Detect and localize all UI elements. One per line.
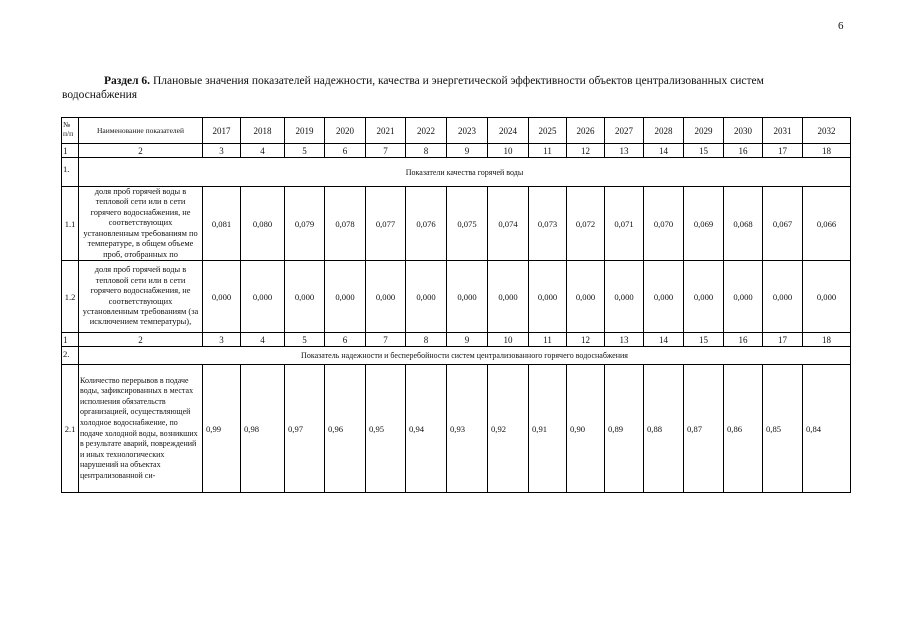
value-cell: 0,97: [285, 365, 325, 493]
index-cell: 14: [644, 333, 684, 347]
section-num: 1.: [62, 158, 79, 187]
value-cell: 0,000: [325, 261, 366, 333]
index-cell: 18: [803, 144, 851, 158]
value-cell: 0,000: [366, 261, 406, 333]
index-cell: 16: [724, 333, 763, 347]
value-cell: 0,000: [644, 261, 684, 333]
header-year: 2020: [325, 118, 366, 144]
value-cell: 0,079: [285, 187, 325, 261]
value-cell: 0,85: [763, 365, 803, 493]
table-row: [62, 261, 851, 333]
value-cell: 0,98: [241, 365, 285, 493]
value-cell: 0,066: [803, 187, 851, 261]
value-cell: 0,000: [567, 261, 605, 333]
row-num: 1.2: [62, 261, 79, 333]
index-cell: 4: [241, 144, 285, 158]
value-cell: 0,070: [644, 187, 684, 261]
value-cell: 0,86: [724, 365, 763, 493]
index-cell: 1: [62, 144, 79, 158]
value-cell: 0,069: [684, 187, 724, 261]
row-description: доля проб горячей воды в тепловой сети или в сети горячего водоснабжения, не соответствующих установленным требованиям по температуре, в общем объеме проб, отобранных по: [79, 187, 203, 261]
header-year: 2030: [724, 118, 763, 144]
header-year: 2017: [203, 118, 241, 144]
value-cell: 0,99: [203, 365, 241, 493]
header-year: 2019: [285, 118, 325, 144]
section-title-line2: водоснабжения: [62, 89, 138, 101]
index-cell: 8: [406, 144, 447, 158]
section-row: [62, 347, 851, 365]
value-cell: 0,071: [605, 187, 644, 261]
header-year: 2023: [447, 118, 488, 144]
header-year: 2029: [684, 118, 724, 144]
section-row: [62, 158, 851, 187]
header-year: 2025: [529, 118, 567, 144]
value-cell: 0,075: [447, 187, 488, 261]
index-cell: 12: [567, 333, 605, 347]
header-name: Наименование показателей: [79, 118, 203, 144]
header-num: № п/п: [62, 118, 79, 144]
row-num: 1.1: [62, 187, 79, 261]
value-cell: 0,89: [605, 365, 644, 493]
index-cell: 14: [644, 144, 684, 158]
table-header-row: [62, 118, 851, 144]
index-cell: 10: [488, 333, 529, 347]
value-cell: 0,000: [763, 261, 803, 333]
header-year: 2022: [406, 118, 447, 144]
value-cell: 0,96: [325, 365, 366, 493]
column-index-row: [62, 144, 851, 158]
row-description: Количество перерывов в подаче воды, зафиксированных в местах исполнения обязательств организацией, осуществляющей холодное водоснабжение, по подаче холодной воды, возникших в результате аварий, повреждений и иных технологических нарушений на объектах централизованной си-: [79, 365, 203, 493]
value-cell: 0,000: [724, 261, 763, 333]
value-cell: 0,000: [203, 261, 241, 333]
index-cell: 7: [366, 333, 406, 347]
value-cell: 0,93: [447, 365, 488, 493]
value-cell: 0,94: [406, 365, 447, 493]
value-cell: 0,067: [763, 187, 803, 261]
row-num: 2.1: [62, 365, 79, 493]
value-cell: 0,000: [529, 261, 567, 333]
header-year: 2028: [644, 118, 684, 144]
index-cell: 7: [366, 144, 406, 158]
value-cell: 0,078: [325, 187, 366, 261]
value-cell: 0,000: [488, 261, 529, 333]
index-cell: 4: [241, 333, 285, 347]
section-title: [62, 74, 862, 102]
section-num: 2.: [62, 347, 79, 365]
header-year: 2027: [605, 118, 644, 144]
section-heading: Показатели качества горячей воды: [79, 158, 851, 187]
value-cell: 0,073: [529, 187, 567, 261]
index-cell: 8: [406, 333, 447, 347]
value-cell: 0,000: [605, 261, 644, 333]
index-cell: 15: [684, 144, 724, 158]
section-title-line1: Плановые значения показателей надежности, качества и энергетической эффективности объектов централизованных систем: [152, 75, 764, 87]
index-cell: 17: [763, 333, 803, 347]
header-year: 2024: [488, 118, 529, 144]
value-cell: 0,000: [684, 261, 724, 333]
index-cell: 5: [285, 333, 325, 347]
table-row: [62, 187, 851, 261]
index-cell: 13: [605, 333, 644, 347]
index-cell: 17: [763, 144, 803, 158]
section-label: Раздел 6.: [104, 75, 151, 87]
index-cell: 18: [803, 333, 851, 347]
value-cell: 0,000: [241, 261, 285, 333]
index-cell: 15: [684, 333, 724, 347]
index-cell: 10: [488, 144, 529, 158]
value-cell: 0,88: [644, 365, 684, 493]
value-cell: 0,077: [366, 187, 406, 261]
value-cell: 0,076: [406, 187, 447, 261]
value-cell: 0,000: [285, 261, 325, 333]
value-cell: 0,068: [724, 187, 763, 261]
index-cell: 1: [62, 333, 79, 347]
value-cell: 0,000: [803, 261, 851, 333]
index-cell: 9: [447, 144, 488, 158]
value-cell: 0,000: [406, 261, 447, 333]
value-cell: 0,081: [203, 187, 241, 261]
row-description: доля проб горячей воды в тепловой сети или в сети горячего водоснабжения, не соответствующих установленным требованиям (за исключением температуры),: [79, 261, 203, 333]
indicators-table: [61, 117, 851, 493]
index-cell: 2: [79, 333, 203, 347]
index-cell: 2: [79, 144, 203, 158]
index-cell: 9: [447, 333, 488, 347]
index-cell: 13: [605, 144, 644, 158]
value-cell: 0,072: [567, 187, 605, 261]
header-year: 2021: [366, 118, 406, 144]
value-cell: 0,92: [488, 365, 529, 493]
index-cell: 16: [724, 144, 763, 158]
value-cell: 0,000: [447, 261, 488, 333]
value-cell: 0,91: [529, 365, 567, 493]
value-cell: 0,080: [241, 187, 285, 261]
index-cell: 12: [567, 144, 605, 158]
page-number: 6: [838, 20, 844, 32]
value-cell: 0,84: [803, 365, 851, 493]
index-cell: 6: [325, 144, 366, 158]
section-heading: Показатель надежности и бесперебойности систем централизованного горячего водоснабжения: [79, 347, 851, 365]
column-index-row: [62, 333, 851, 347]
index-cell: 11: [529, 333, 567, 347]
index-cell: 5: [285, 144, 325, 158]
value-cell: 0,95: [366, 365, 406, 493]
header-year: 2032: [803, 118, 851, 144]
value-cell: 0,074: [488, 187, 529, 261]
header-year: 2031: [763, 118, 803, 144]
value-cell: 0,90: [567, 365, 605, 493]
header-year: 2026: [567, 118, 605, 144]
index-cell: 3: [203, 144, 241, 158]
index-cell: 11: [529, 144, 567, 158]
header-year: 2018: [241, 118, 285, 144]
table-row: [62, 365, 851, 493]
value-cell: 0,87: [684, 365, 724, 493]
index-cell: 3: [203, 333, 241, 347]
index-cell: 6: [325, 333, 366, 347]
